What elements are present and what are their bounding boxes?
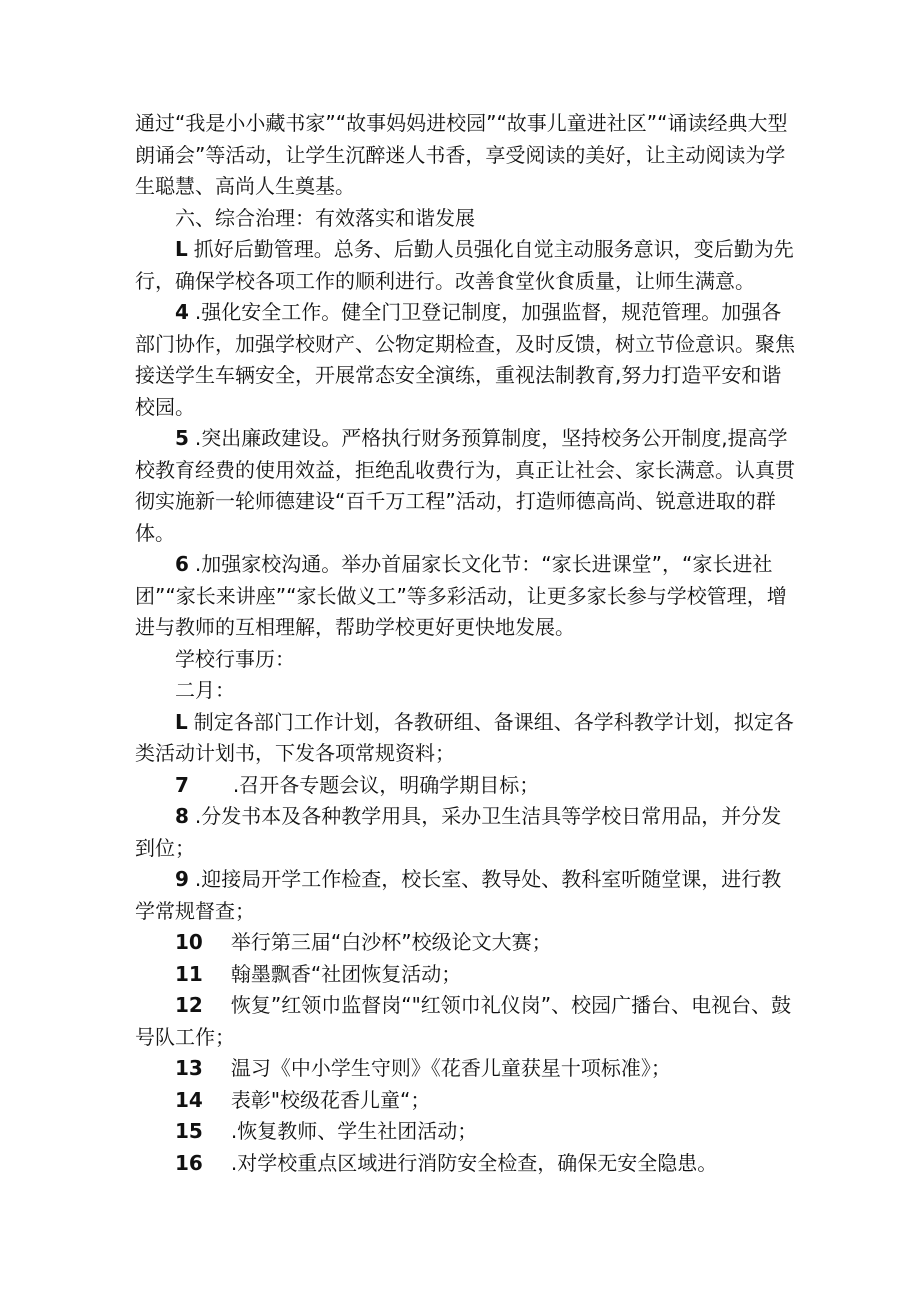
paragraph-text: 翰墨飘香“社团恢复活动； bbox=[230, 961, 462, 986]
item-number: 8 bbox=[175, 804, 189, 828]
document-body bbox=[135, 108, 795, 1179]
paragraph-text: .召开各专题会议，明确学期目标； bbox=[232, 772, 540, 797]
paragraph bbox=[135, 675, 795, 707]
paragraph-text: .对学校重点区域进行消防安全检查，确保无安全隐患。 bbox=[230, 1150, 718, 1175]
paragraph-text: .分发书本及各种教学用具，采办卫生洁具等学校日常用品，并分发到位； bbox=[135, 804, 782, 860]
paragraph bbox=[135, 108, 795, 203]
item-number: 6 bbox=[175, 552, 189, 576]
paragraph-text: 表彰"校级花香儿童“； bbox=[230, 1087, 431, 1112]
paragraph-text: 制定各部门工作计划，各教研组、备课组、各学科教学计划，拟定各类活动计划书，下发各项常规资料； bbox=[135, 709, 794, 765]
item-number: L bbox=[175, 709, 188, 734]
paragraph bbox=[135, 959, 795, 991]
paragraph-text: 学校行事历： bbox=[175, 646, 295, 671]
paragraph-text: .加强家校沟通。举办首届家长文化节：“家长进课堂”，“家长进社团”“家长来讲座”“家长做义工”等多彩活动，让更多家长参与学校管理，增进与教师的互相理解，帮助学校更好更快地发展。 bbox=[135, 552, 787, 639]
item-number: 16 bbox=[175, 1150, 203, 1175]
paragraph-text: .突出廉政建设。严格执行财务预算制度，坚持校务公开制度,提高学校教育经费的使用效益，拒绝乱收费行为，真正让社会、家长满意。认真贯彻实施新一轮师德建设“百千万工程”活动，打造师德高尚、锐意进取的群体。 bbox=[135, 426, 795, 545]
paragraph bbox=[135, 770, 795, 802]
paragraph bbox=[135, 203, 795, 235]
item-number: L bbox=[175, 237, 188, 261]
item-number: 14 bbox=[175, 1087, 203, 1112]
paragraph bbox=[135, 990, 795, 1053]
paragraph bbox=[135, 234, 795, 297]
item-number: 13 bbox=[175, 1056, 203, 1080]
paragraph bbox=[135, 423, 795, 549]
paragraph bbox=[135, 927, 795, 959]
item-number: 12 bbox=[175, 993, 203, 1017]
paragraph bbox=[135, 549, 795, 644]
paragraph bbox=[135, 1053, 795, 1085]
paragraph-text: .强化安全工作。健全门卫登记制度，加强监督，规范管理。加强各部门协作，加强学校财产、公物定期检查，及时反馈，树立节俭意识。聚焦接送学生车辆安全，开展常态安全演练，重视法制教育,努力打造平安和谐校园。 bbox=[135, 300, 795, 419]
item-number: 11 bbox=[175, 961, 203, 986]
paragraph bbox=[135, 1116, 795, 1148]
paragraph-text: 温习《中小学生守则》《花香儿童获星十项标准》； bbox=[230, 1056, 671, 1080]
paragraph bbox=[135, 1085, 795, 1117]
paragraph-text: 抓好后勤管理。总务、后勤人员强化自觉主动服务意识，变后勤为先行，确保学校各项工作的顺利进行。改善食堂伙食质量，让师生满意。 bbox=[135, 237, 794, 293]
item-number: 10 bbox=[175, 930, 203, 954]
item-number: 4 bbox=[175, 300, 189, 324]
item-number: 9 bbox=[175, 867, 189, 891]
paragraph bbox=[135, 801, 795, 864]
paragraph-text: .恢复教师、学生社团活动； bbox=[230, 1119, 478, 1143]
paragraph-text: 二月： bbox=[175, 678, 235, 702]
document-page bbox=[135, 108, 795, 1179]
paragraph-text: .迎接局开学工作检查，校长室、教导处、教科室听随堂课，进行教学常规督查； bbox=[135, 867, 782, 923]
paragraph-text: 恢复”红领巾监督岗“"红领巾礼仪岗”、校园广播台、电视台、鼓号队工作； bbox=[135, 993, 792, 1049]
item-number: 15 bbox=[175, 1119, 203, 1143]
item-number: 7 bbox=[175, 772, 189, 797]
paragraph bbox=[135, 1148, 795, 1180]
item-number: 5 bbox=[175, 426, 189, 450]
paragraph-text: 六、综合治理：有效落实和谐发展 bbox=[175, 205, 475, 230]
paragraph bbox=[135, 864, 795, 927]
paragraph bbox=[135, 644, 795, 676]
paragraph bbox=[135, 297, 795, 423]
paragraph-text: 举行第三届“白沙杯”校级论文大赛； bbox=[230, 930, 552, 954]
paragraph bbox=[135, 707, 795, 770]
paragraph-text: 通过“我是小小藏书家”“故事妈妈进校园”“故事儿童进社区”“诵读经典大型朗诵会”等活动，让学生沉醉迷人书香，享受阅读的美好，让主动阅读为学生聪慧、高尚人生奠基。 bbox=[135, 111, 788, 198]
